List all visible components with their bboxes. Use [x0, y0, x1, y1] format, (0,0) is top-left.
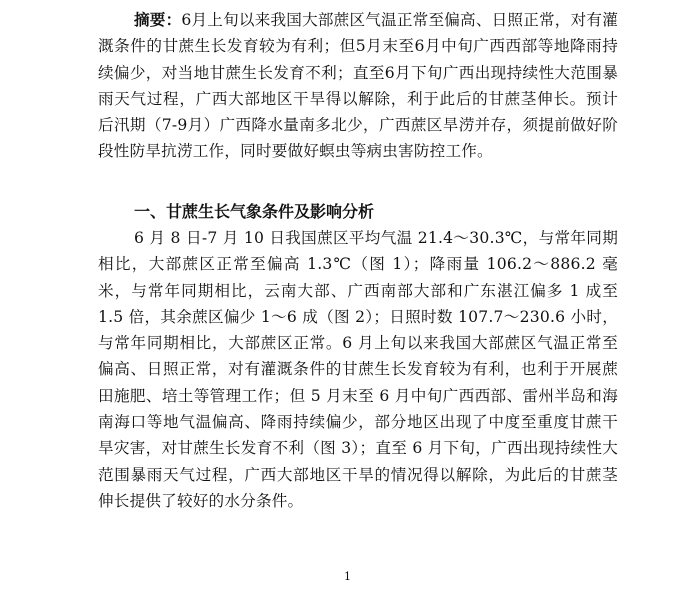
abstract-text: 6月上旬以来我国大部蔗区气温正常至偏高、日照正常，对有灌溉条件的甘蔗生长发育较为有利；但5月末至6月中旬广西西部等地降雨持续偏少，对当地甘蔗生长发育不利；直至6月下旬广西出现持续性大范围暴雨天气过程，广西大部地区干旱得以解除，利于此后的甘蔗茎伸长。预计后汛期（7-9月）广西降水量南多北少，广西蔗区旱涝并存，须提前做好阶段性防旱抗涝工作，同时要做好螟虫等病虫害防控工作。	[98, 11, 618, 161]
body-paragraph: 6 月 8 日-7 月 10 日我国蔗区平均气温 21.4～30.3℃，与常年同期相比，大部蔗区正常至偏高 1.3℃（图 1）；降雨量 106.2～886.2 毫米，与常年同期相比，云南大部、广西南部大部和广东湛江偏多 1 成至 1.5 倍，其余蔗区偏少 1～6 成（图 2）；日照时数 107.7～230.6 小时，与常年同期相比，大部蔗区正常。6 月上旬以来我国大部蔗区气温正常至偏高、日照正常，对有灌溉条件的甘蔗生长发育较为有利，也利于开展蔗田施肥、培土等管理工作；但 5 月末至 6 月中旬广西西部、雷州半岛和海南海口等地气温偏高、降雨持续偏少，部分地区出现了中度至重度甘蔗干旱灾害，对甘蔗生长发育不利（图 3）；直至 6 月下旬，广西出现持续性大范围暴雨天气过程，广西大部地区干旱的情况得以解除，为此后的甘蔗茎伸长提供了较好的水分条件。	[98, 229, 618, 510]
abstract-paragraph	[98, 7, 618, 165]
abstract-label: 摘要：	[134, 11, 182, 29]
page-number: 1	[344, 570, 351, 583]
section-heading: 一、甘蔗生长气象条件及影响分析	[134, 202, 375, 221]
